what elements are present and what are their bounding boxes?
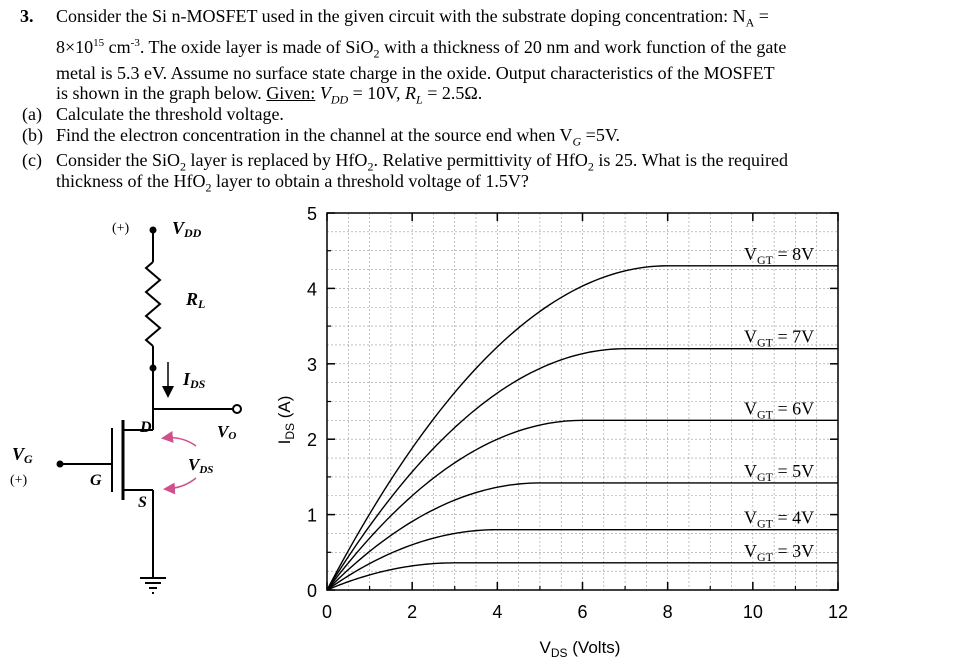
source-label: S <box>138 494 147 511</box>
resistor-rl <box>146 262 160 346</box>
y-tick-label: 2 <box>306 430 317 451</box>
x-axis-label: $V_{DS}$ (Volts) <box>539 638 621 660</box>
x-tick-label: 8 <box>662 602 673 622</box>
question-line-2: $8\times 10^{15}$ $cm^{-3}$. The oxide layer is made of SiO$_2$ with a thickness of 20 nm and work function of the gate <box>56 36 787 61</box>
series-label-vgt-8: $V_{GT} = 8V$ <box>744 243 815 267</box>
y-tick-label: 0 <box>306 581 317 601</box>
y-axis-label: $I_{DS}$ (A) <box>275 395 297 445</box>
gate-label: G <box>90 472 102 489</box>
x-tick-label: 4 <box>492 602 503 622</box>
y-tick-label: 4 <box>306 279 317 300</box>
series-label-vgt-4: $V_{GT} = 4V$ <box>744 507 815 531</box>
question-line-4: is shown in the graph below. Given: $V_{DD} = 10V$, $R_L = 2.5\Omega$. <box>56 83 483 107</box>
series-label-vgt-7: $V_{GT} = 7V$ <box>744 326 815 350</box>
question-line-1: Consider the Si n-MOSFET used in the given circuit with the substrate doping concentration: $N_A$ = <box>56 6 769 30</box>
rl-label: RL <box>186 289 206 311</box>
x-tick-label: 10 <box>742 602 763 622</box>
y-tick-label: 3 <box>306 354 317 375</box>
x-tick-label: 6 <box>577 602 588 622</box>
question-body <box>56 6 936 110</box>
series-label-vgt-6: $V_{GT} = 6V$ <box>744 398 815 422</box>
vds-arrow-down <box>166 478 196 489</box>
drain-label: D <box>140 419 152 436</box>
vg-sign: (+) <box>10 473 28 488</box>
y-tick-label: 5 <box>306 204 317 224</box>
y-tick-label: 1 <box>306 505 317 526</box>
vds-label: VDS <box>188 455 214 476</box>
ids-label: IDS <box>183 369 206 391</box>
vdd-sign: (+) <box>112 221 130 236</box>
output-characteristics-chart <box>270 203 960 663</box>
question-line-3: metal is 5.3 eV. Assume no surface state charge in the oxide. Output characteristics of the MOSFET <box>56 63 775 84</box>
vo-terminal <box>233 405 241 413</box>
question-number: 3. <box>20 6 34 26</box>
vdd-label: VDD <box>172 218 202 240</box>
vo-label: VO <box>217 422 237 442</box>
given-label: Given: <box>266 83 316 104</box>
series-label-vgt-5: $V_{GT} = 5V$ <box>744 460 815 484</box>
vg-label: VG <box>12 444 33 466</box>
x-tick-label: 0 <box>321 602 333 622</box>
x-tick-label: 2 <box>407 602 418 622</box>
series-label-vgt-3: $V_{GT} = 3V$ <box>744 540 815 564</box>
x-tick-label: 12 <box>827 602 849 622</box>
vds-arrow-up <box>164 438 196 446</box>
mosfet-circuit <box>0 205 260 635</box>
